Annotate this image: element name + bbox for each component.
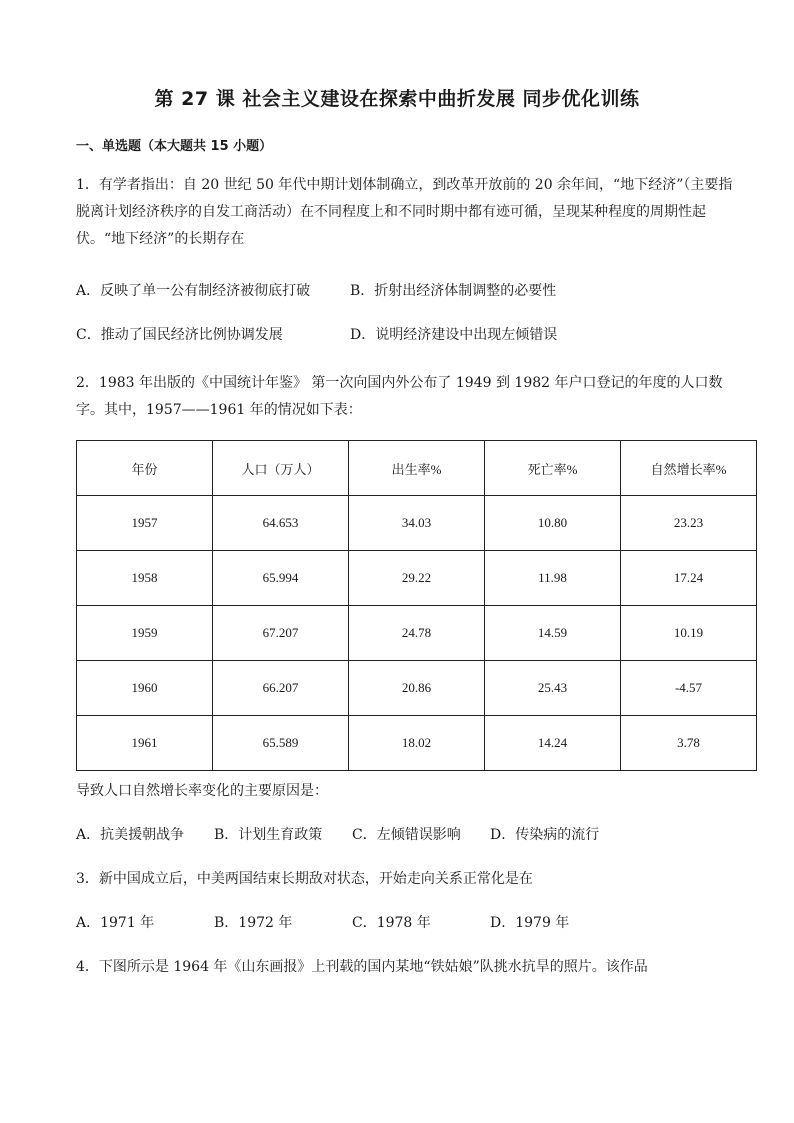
table-cell: 20.86 <box>349 661 485 716</box>
question-1-line: 1．有学者指出：自 20 世纪 50 年代中期计划体制确立，到改革开放前的 20 余年间，“地下经济”（主要指 <box>76 177 733 193</box>
table-cell: 10.80 <box>485 496 621 551</box>
q1-option-a[interactable]: A．反映了单一公有制经济被彻底打破 <box>76 283 311 299</box>
table-cell: 65.589 <box>213 716 349 771</box>
table-cell: 67.207 <box>213 606 349 661</box>
question-4-text: 4．下图所示是 1964 年《山东画报》上刊载的国内某地“铁姑娘”队挑水抗旱的照片。该作品 <box>76 959 648 975</box>
table-cell: 17.24 <box>621 551 757 606</box>
table-cell: 1957 <box>77 496 213 551</box>
table-header-cell: 年份 <box>77 441 213 496</box>
q3-option-b[interactable]: B．1972 年 <box>214 915 293 931</box>
question-2-stem <box>76 370 726 424</box>
table-cell: 1958 <box>77 551 213 606</box>
section-heading: 一、单选题（本大题共 15 小题） <box>76 139 273 154</box>
table-cell: 24.78 <box>349 606 485 661</box>
table-cell: 3.78 <box>621 716 757 771</box>
table-row <box>77 661 757 716</box>
table-row <box>77 551 757 606</box>
table-row <box>77 606 757 661</box>
question-2-line: 字。其中，1957——1961 年的情况如下表： <box>76 402 362 418</box>
table-cell: 10.19 <box>621 606 757 661</box>
table-cell: 34.03 <box>349 496 485 551</box>
table-cell: 25.43 <box>485 661 621 716</box>
q1-option-c[interactable]: C．推动了国民经济比例协调发展 <box>76 327 283 343</box>
table-cell: 65.994 <box>213 551 349 606</box>
question-2-line: 2．1983 年出版的《中国统计年鉴》 第一次向国内外公布了 1949 到 1982 年户口登记的年度的人口数 <box>76 375 723 391</box>
q3-option-c[interactable]: C．1978 年 <box>352 915 431 931</box>
table-cell: 64.653 <box>213 496 349 551</box>
table-cell: 18.02 <box>349 716 485 771</box>
question-1-stem <box>76 172 733 253</box>
question-3-text: 3．新中国成立后，中美两国结束长期敌对状态，开始走向关系正常化是在 <box>76 871 533 887</box>
q1-option-d[interactable]: D．说明经济建设中出现左倾错误 <box>350 327 558 343</box>
table-cell: 1961 <box>77 716 213 771</box>
table-cell: 14.59 <box>485 606 621 661</box>
table-header-cell: 出生率% <box>349 441 485 496</box>
table-header-cell: 死亡率% <box>485 441 621 496</box>
table-row <box>77 496 757 551</box>
question-2-prompt <box>76 778 726 805</box>
table-cell: 66.207 <box>213 661 349 716</box>
q2-option-c[interactable]: C．左倾错误影响 <box>352 827 461 843</box>
table-cell: 1960 <box>77 661 213 716</box>
question-4-stem <box>76 954 726 981</box>
page-title: 第 27 课 社会主义建设在探索中曲折发展 同步优化训练 <box>154 88 640 110</box>
table-row <box>77 716 757 771</box>
table-cell: 1959 <box>77 606 213 661</box>
question-3-stem <box>76 866 726 893</box>
table-cell: 14.24 <box>485 716 621 771</box>
question-2-prompt-text: 导致人口自然增长率变化的主要原因是： <box>76 783 328 799</box>
table-header-row <box>77 441 757 496</box>
q2-option-b[interactable]: B．计划生育政策 <box>214 827 323 843</box>
question-1-line: 脱离计划经济秩序的自发工商活动）在不同程度上和不同时期中都有迹可循，呈现某种程度的周期性起 <box>76 204 706 220</box>
q2-option-d[interactable]: D．传染病的流行 <box>490 827 600 843</box>
table-cell: 23.23 <box>621 496 757 551</box>
table-cell: -4.57 <box>621 661 757 716</box>
q3-option-d[interactable]: D．1979 年 <box>490 915 570 931</box>
q3-option-a[interactable]: A．1971 年 <box>76 915 155 931</box>
table-header-cell: 自然增长率% <box>621 441 757 496</box>
population-table <box>76 440 757 771</box>
q2-option-a[interactable]: A．抗美援朝战争 <box>76 827 185 843</box>
table-cell: 29.22 <box>349 551 485 606</box>
table-header-cell: 人口（万人） <box>213 441 349 496</box>
q1-option-b[interactable]: B．折射出经济体制调整的必要性 <box>350 283 557 299</box>
table-cell: 11.98 <box>485 551 621 606</box>
question-1-line: 伏。“地下经济”的长期存在 <box>76 231 245 247</box>
